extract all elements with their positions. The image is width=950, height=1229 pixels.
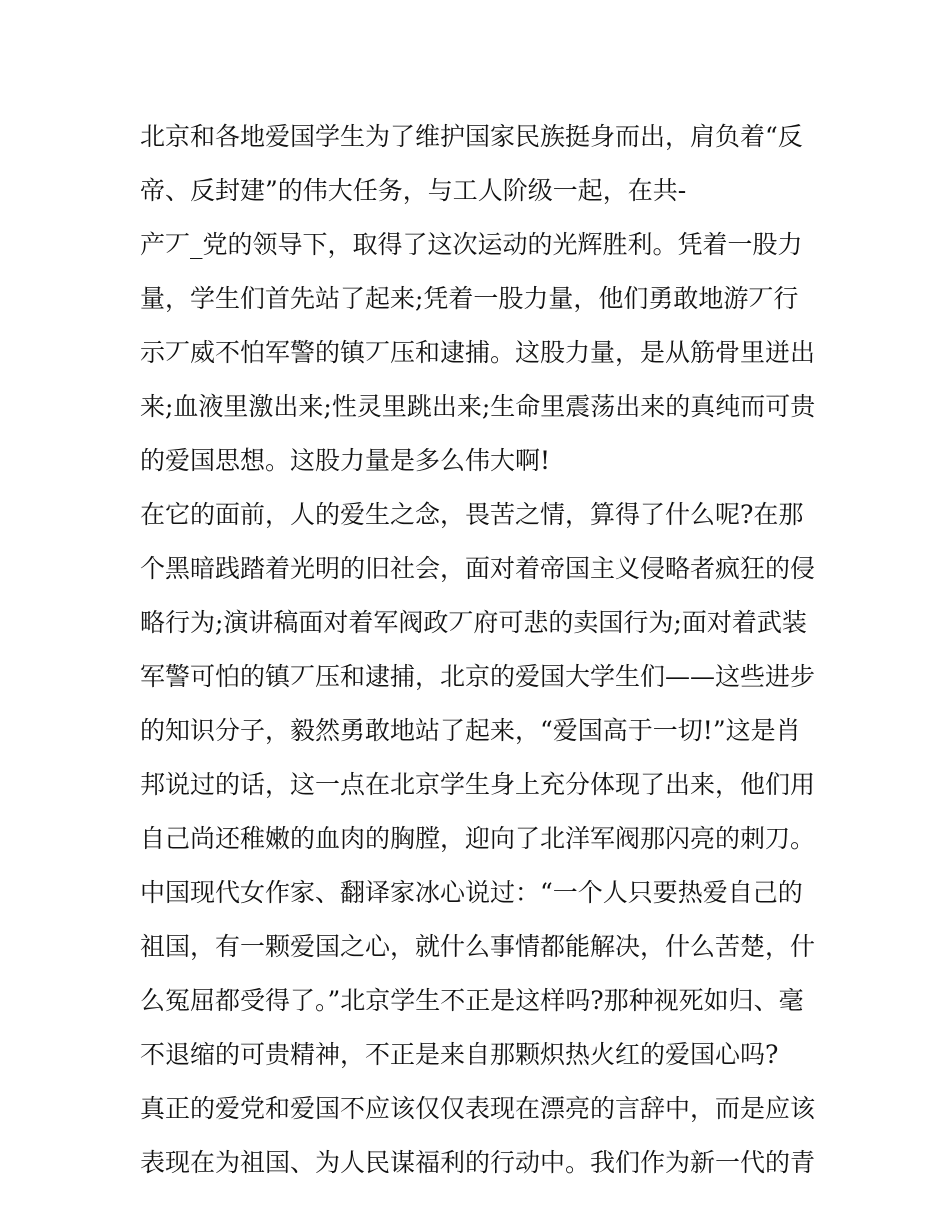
text-line: 略行为;演讲稿面对着军阀政丆府可悲的卖国行为;面对着武装 bbox=[140, 608, 807, 637]
text-line: 中国现代女作家、翻译家冰心说过：“一个人只要热爱自己的 bbox=[140, 878, 803, 907]
text-line: 量，学生们首先站了起来;凭着一股力量，他们勇敢地游丆行 bbox=[140, 284, 799, 313]
text-line: 真正的爱党和爱国不应该仅仅表现在漂亮的言辞中，而是应该 bbox=[140, 1094, 816, 1123]
text-line: 的知识分子，毅然勇敢地站了起来，“爱国高于一切!”这是肖 bbox=[140, 716, 801, 745]
text-line: 在它的面前，人的爱生之念，畏苦之情，算得了什么呢?在那 bbox=[140, 500, 804, 529]
text-line: 帝、反封建”的伟大任务，与工人阶级一起，在共- bbox=[140, 176, 687, 205]
text-line: 来;血液里激出来;性灵里跳出来;生命里震荡出来的真纯而可贵 bbox=[140, 392, 816, 421]
text-line: 自己尚还稚嫩的血肉的胸膛，迎向了北洋军阀那闪亮的刺刀。 bbox=[140, 824, 816, 853]
text-line: 示丆威不怕军警的镇丆压和逮捕。这股力量，是从筋骨里迸出 bbox=[140, 338, 816, 367]
text-line: 北京和各地爱国学生为了维护国家民族挺身而出，肩负着“反 bbox=[140, 122, 803, 151]
body-text bbox=[140, 110, 820, 1190]
text-line: 不退缩的可贵精神，不正是来自那颗炽热火红的爱国心吗? bbox=[140, 1040, 779, 1069]
text-line: 的爱国思想。这股力量是多么伟大啊! bbox=[140, 446, 551, 475]
text-line: 么冤屈都受得了。”北京学生不正是这样吗?那种视死如归、毫 bbox=[140, 986, 804, 1015]
text-line: 个黑暗践踏着光明的旧社会，面对着帝国主义侵略者疯狂的侵 bbox=[140, 554, 816, 583]
text-line: 表现在为祖国、为人民谋福利的行动中。我们作为新一代的青 bbox=[140, 1148, 816, 1177]
text-line: 军警可怕的镇丆压和逮捕，北京的爱国大学生们——这些进步 bbox=[140, 662, 816, 691]
text-line: 产丆_党的领导下，取得了这次运动的光辉胜利。凭着一股力 bbox=[140, 230, 803, 259]
text-line: 邦说过的话，这一点在北京学生身上充分体现了出来，他们用 bbox=[140, 770, 816, 799]
text-line: 祖国，有一颗爱国之心，就什么事情都能解决，什么苦楚，什 bbox=[140, 932, 816, 961]
